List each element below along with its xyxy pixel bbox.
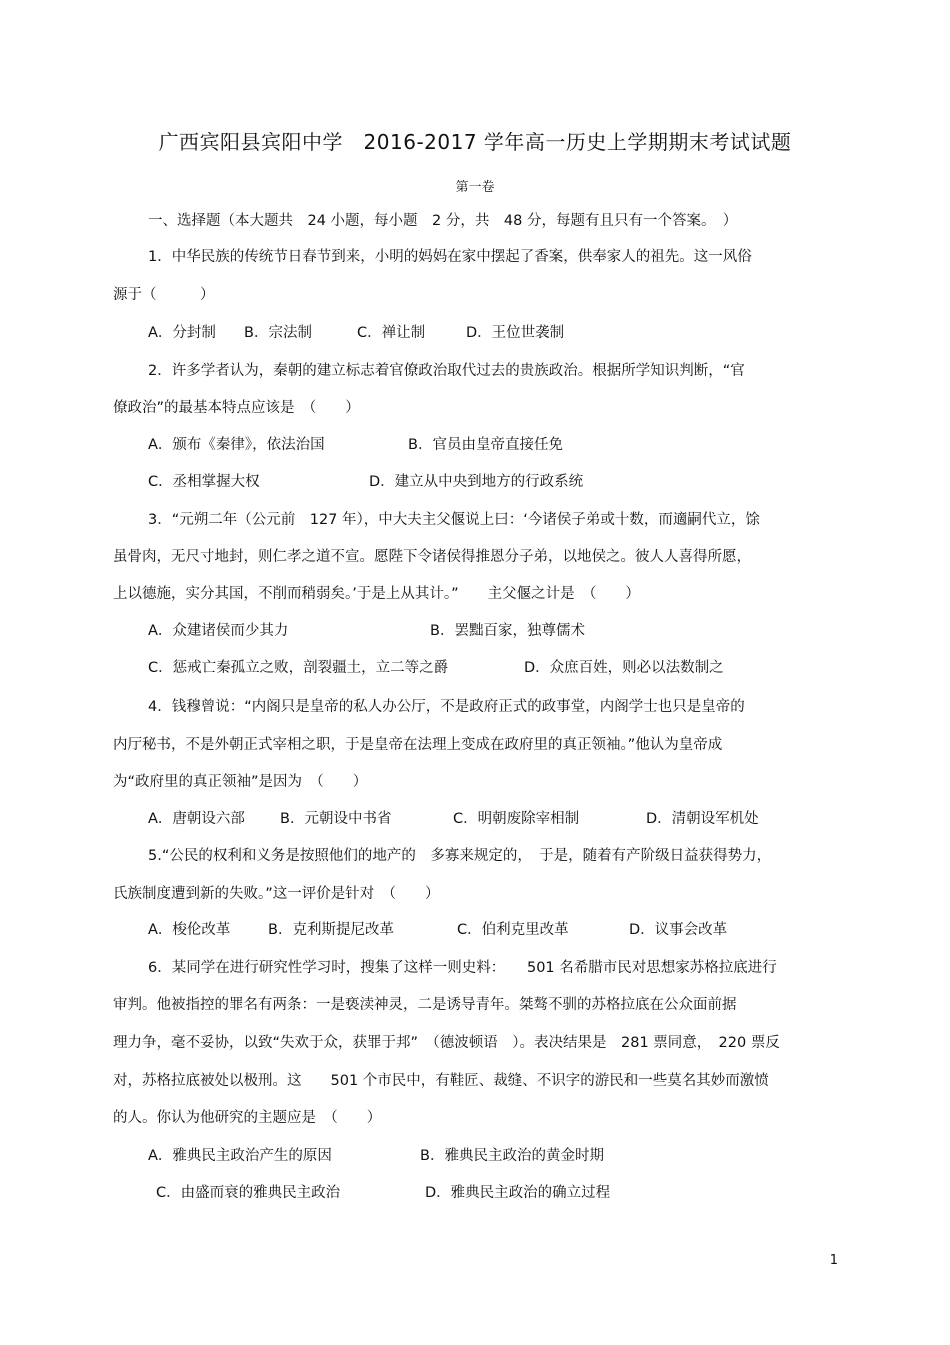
q4-line-1: 4．钱穆曾说：“内阁只是皇帝的私人办公厅，不是政府正式的政事堂，内阁学士也只是皇帝的: [148, 699, 745, 715]
q5-line-1: 5.“公民的权利和义务是按照他们的地产的 多寡来规定的， 于是，随着有产阶级日益获得势力，: [148, 848, 772, 864]
q2-line-1: 2．许多学者认为，秦朝的建立标志着官僚政治取代过去的贵族政治。根据所学知识判断，“官: [148, 363, 745, 379]
q6-option-d: D．雅典民主政治的确立过程: [425, 1185, 611, 1201]
q6-line-2: 审判。他被指控的罪名有两条：一是亵渎神灵，二是诱导青年。桀骜不驯的苏格拉底在公众面前据: [113, 997, 737, 1013]
q1-option-b: B．宗法制: [244, 325, 312, 341]
q3-option-d: D．众庶百姓，则必以法数制之: [524, 660, 724, 676]
q1-option-d: D．王位世袭制: [466, 325, 565, 341]
q2-option-a: A．颁布《秦律》，依法治国: [148, 437, 325, 453]
q5-line-2: 氏族制度遭到新的失败。”这一评价是针对 （ ）: [113, 886, 440, 902]
q3-line-3: 上以德施，实分其国，不削而稍弱矣。’于是上从其计。” 主父偃之计是 （ ）: [113, 586, 640, 602]
q2-option-d: D．建立从中央到地方的行政系统: [369, 474, 584, 490]
q4-line-2: 内厅秘书，不是外朝正式宰相之职，于是皇帝在法理上变成在政府里的真正领袖。”他认为皇帝成: [113, 737, 723, 753]
q5-option-c: C．伯利克里改革: [457, 922, 569, 938]
q6-line-3: 理力争，毫不妥协，以致“失欢于众，获罪于邦” （德波顿语 ）。表决结果是 281 票同意， 220 票反: [113, 1035, 780, 1051]
q6-option-a: A．雅典民主政治产生的原因: [148, 1148, 332, 1164]
q6-line-1: 6．某同学在进行研究性学习时，搜集了这样一则史料： 501 名希腊市民对思想家苏格拉底进行: [148, 960, 777, 976]
q5-option-b: B．克利斯提尼改革: [268, 922, 394, 938]
page-number: 1: [829, 1253, 838, 1268]
q4-option-a: A．唐朝设六部: [148, 811, 245, 827]
q5-option-d: D．议事会改革: [629, 922, 728, 938]
q3-line-2: 虽骨肉，无尺寸地封，则仁孝之道不宣。愿陛下令诸侯得推恩分子弟，以地侯之。彼人人喜得所愿，: [113, 549, 751, 565]
q3-option-a: A．众建诸侯而少其力: [148, 623, 289, 639]
q4-option-c: C．明朝废除宰相制: [453, 811, 580, 827]
exam-title: 广西宾阳县宾阳中学 2016-2017 学年高一历史上学期期末考试试题: [158, 130, 792, 154]
q3-option-c: C．惩戒亡秦孤立之败，剖裂疆土，立二等之爵: [148, 660, 449, 676]
q3-line-1: 3．“元朔二年（公元前 127 年），中大夫主父偃说上曰：‘今诸侯子弟或十数，而適嗣代立，馀: [148, 512, 760, 528]
q4-option-d: D．清朝设军机处: [646, 811, 759, 827]
q5-option-a: A．梭伦改革: [148, 922, 231, 938]
q1-option-a: A．分封制: [148, 325, 216, 341]
q6-line-5: 的人。你认为他研究的主题应是 （ ）: [113, 1110, 382, 1126]
q1-line-1: 1．中华民族的传统节日春节到来，小明的妈妈在家中摆起了香案，供奉家人的祖先。这一风俗: [148, 249, 752, 265]
q1-line-2: 源于（ ）: [113, 287, 215, 303]
q6-option-c: C．由盛而衰的雅典民主政治: [156, 1185, 341, 1201]
q6-option-b: B．雅典民主政治的黄金时期: [420, 1148, 604, 1164]
q6-line-4: 对，苏格拉底被处以极刑。这 501 个市民中，有鞋匠、裁缝、不识字的游民和一些莫名其妙而激愤: [113, 1073, 769, 1089]
q1-option-c: C．禅让制: [357, 325, 426, 341]
q3-option-b: B．罢黜百家，独尊儒术: [430, 623, 585, 639]
q2-line-2: 僚政治”的最基本特点应该是 （ ）: [113, 400, 360, 416]
q2-option-c: C．丞相掌握大权: [148, 474, 260, 490]
q4-option-b: B．元朝设中书省: [280, 811, 392, 827]
volume-label: 第一卷: [455, 180, 495, 195]
section-header: 一、选择题（本大题共 24 小题，每小题 2 分，共 48 分，每题有且只有一个答案。 ）: [148, 213, 738, 229]
q2-option-b: B．官员由皇帝直接任免: [408, 437, 563, 453]
q4-line-3: 为“政府里的真正领袖”是因为 （ ）: [113, 774, 368, 790]
